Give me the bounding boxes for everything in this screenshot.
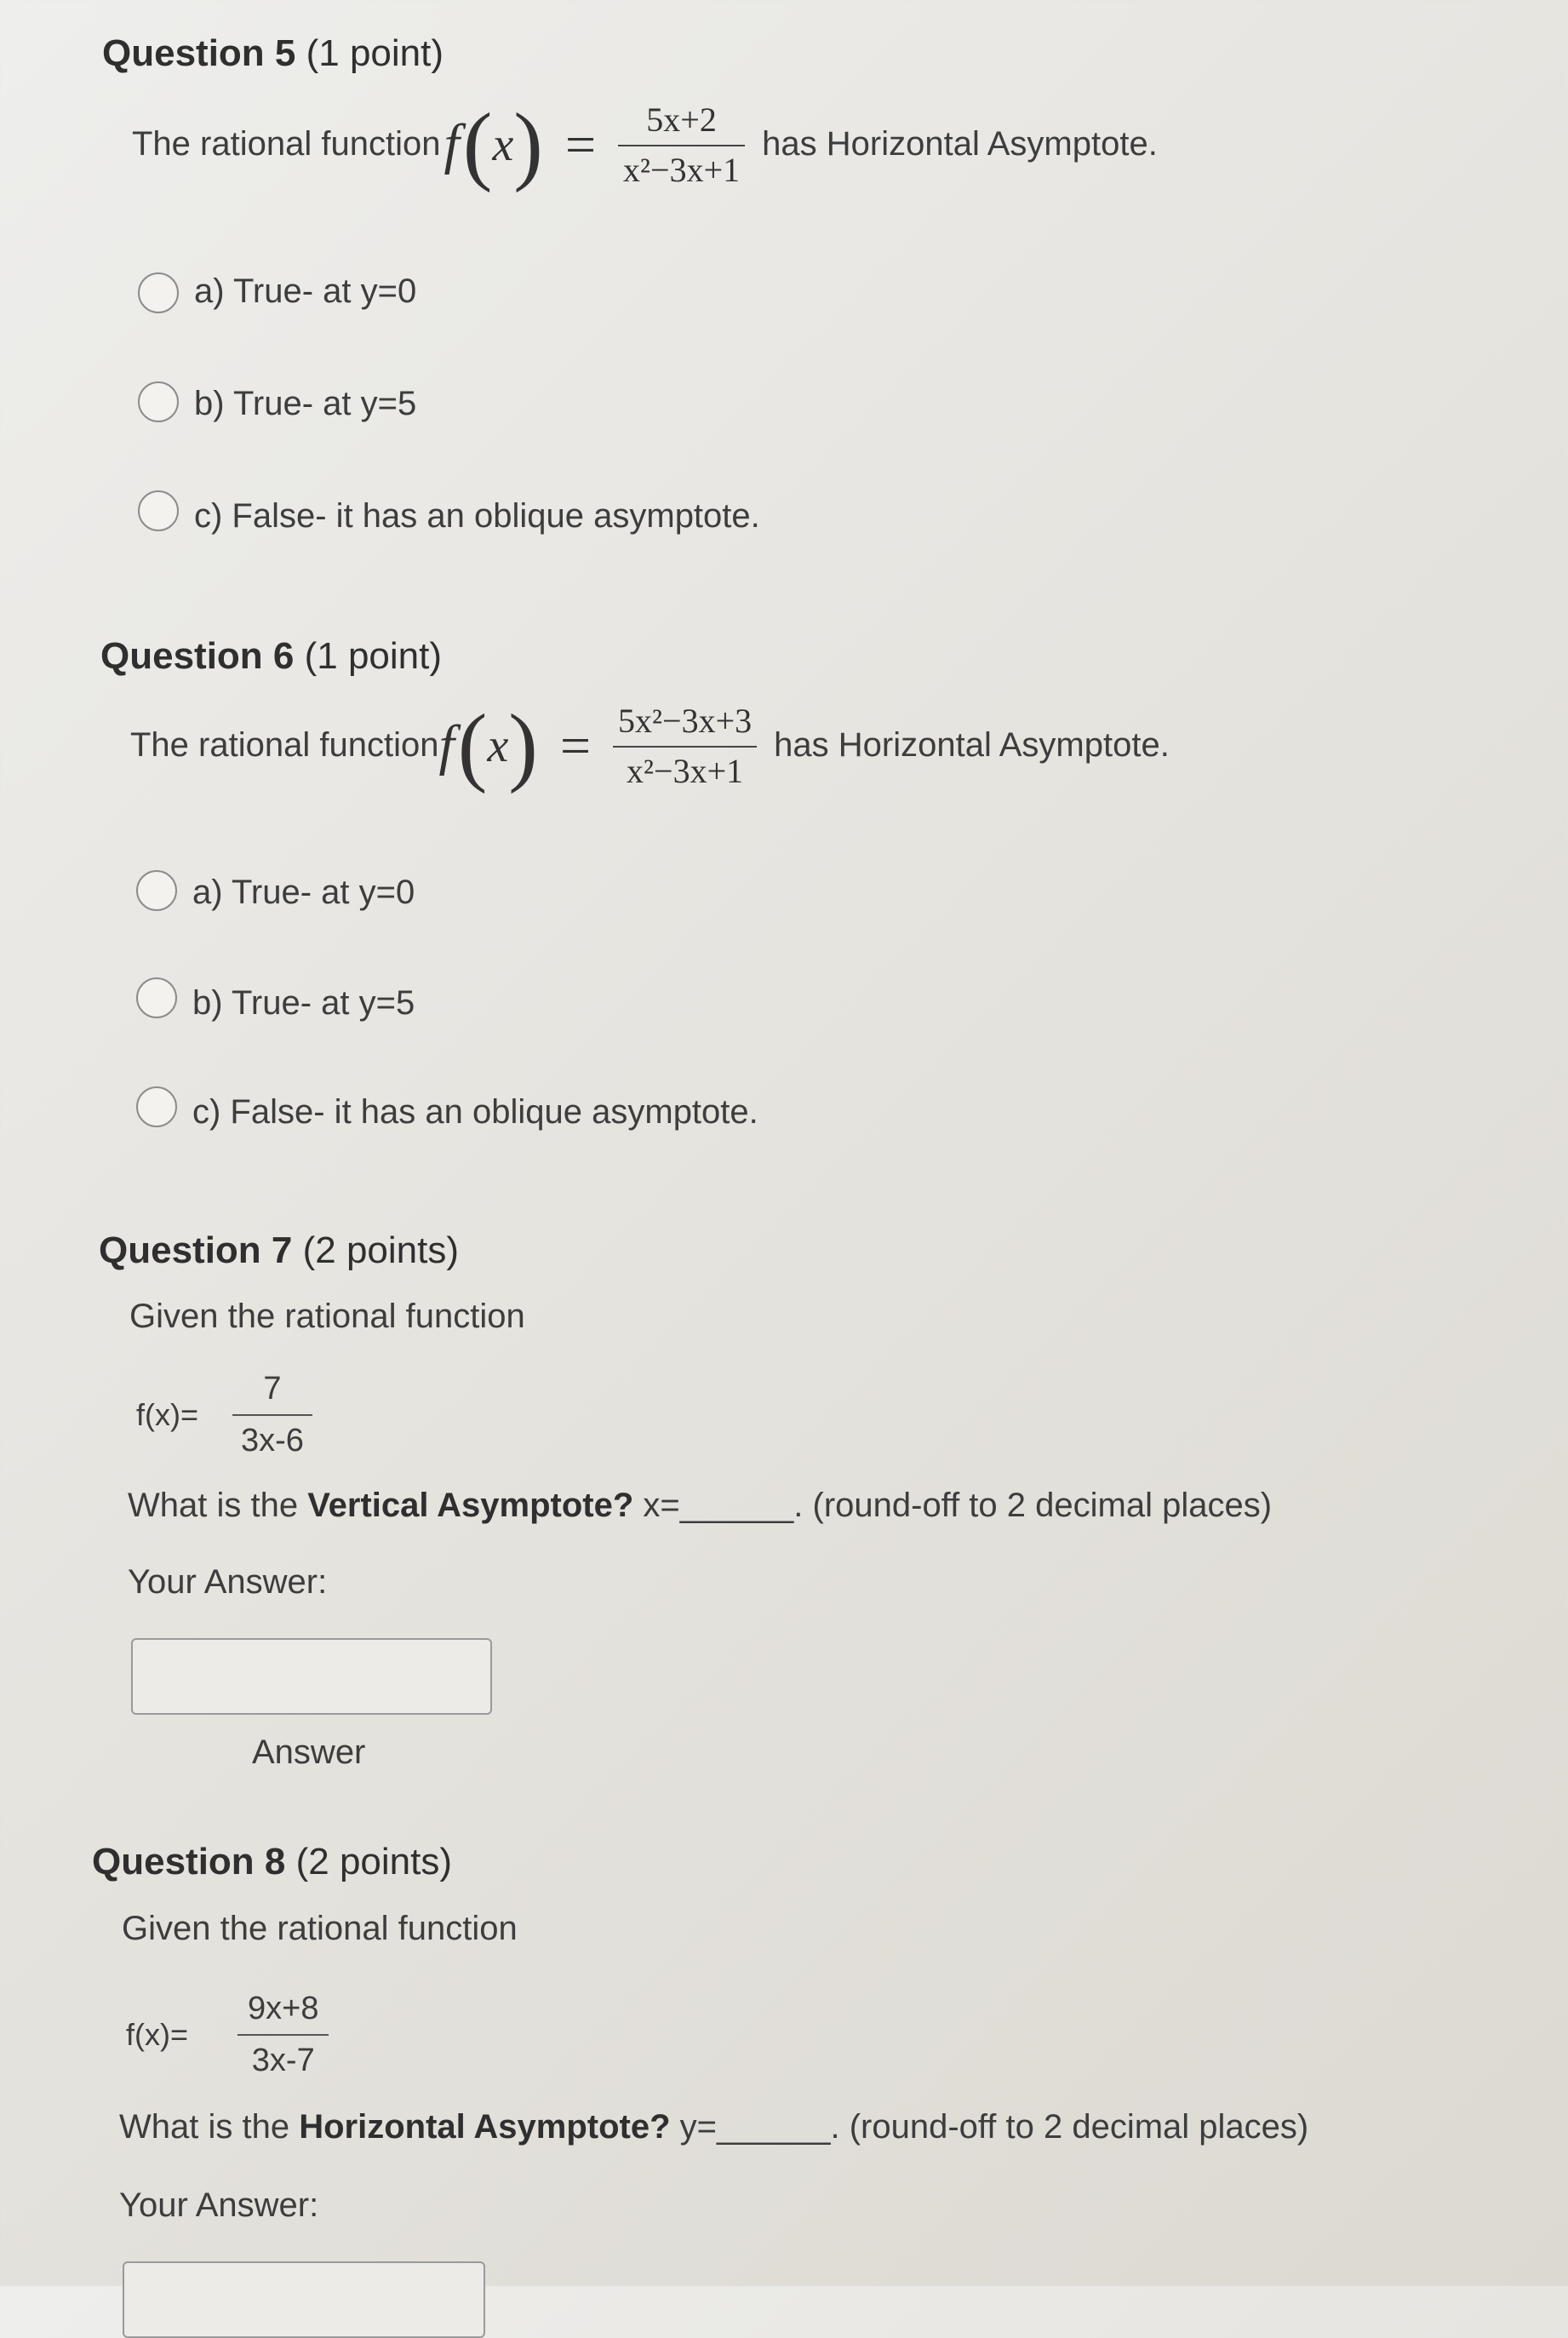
- question-5-equals: =: [564, 113, 597, 175]
- question-8-denominator: 3x-7: [251, 2043, 315, 2078]
- question-5-prompt: The rational function f ( x ) = $\frac{5x+2}{\text{x²−3x+1}}$ has Horizontal Asymptote.: [132, 95, 1158, 193]
- question-7-fraction: [232, 1371, 312, 1459]
- question-6-f: f: [438, 713, 455, 776]
- question-5-fraction: [618, 100, 745, 190]
- question-8-ask-bold: Horizontal Asymptote?: [299, 2108, 671, 2146]
- question-8-fx: f(x)=: [126, 2017, 189, 2052]
- question-7-denominator: 3x-6: [241, 1423, 304, 1458]
- question-5-suffix: has Horizontal Asymptote.: [762, 125, 1158, 163]
- question-5-points: (1 point): [306, 32, 444, 74]
- question-5-option-a-label[interactable]: a) True- at y=0: [194, 272, 417, 310]
- question-5-option-c-label[interactable]: c) False- it has an oblique asymptote.: [194, 497, 760, 535]
- question-8-points: (2 points): [295, 1841, 453, 1882]
- question-6-option-a-radio[interactable]: [136, 870, 177, 911]
- question-6-prompt: The rational function f ( x ) = $\frac{\text{5x²−3x+3}}{\text{x²−3x+1}}$ has Horizontal Asymptote.: [130, 696, 1170, 794]
- question-5-x: x: [492, 117, 514, 171]
- question-6-prefix: The rational function: [130, 726, 439, 764]
- question-6-x: x: [487, 719, 509, 772]
- question-8-number: Question 8: [92, 1841, 286, 1882]
- question-7-function: [136, 1371, 312, 1459]
- question-5-option-b-radio[interactable]: [138, 381, 179, 422]
- question-8-given: Given the rational function: [122, 1910, 518, 1947]
- question-8-function: [126, 1991, 329, 2079]
- question-5-option-a-radio[interactable]: [138, 272, 179, 313]
- question-7-blank: ______: [679, 1487, 794, 1524]
- question-7-ask-prefix: What is the: [128, 1487, 308, 1524]
- question-8-ask-var: y=: [670, 2108, 717, 2146]
- question-5-option-c-radio[interactable]: [138, 490, 179, 531]
- question-8-your-answer-label: Your Answer:: [119, 2186, 319, 2224]
- question-7-fx: f(x)=: [136, 1397, 199, 1432]
- question-5-number: Question 5: [102, 32, 296, 74]
- question-8-blank: ______: [717, 2108, 831, 2146]
- question-6-numerator: 5x²−3x+3: [618, 701, 753, 740]
- question-6-suffix: has Horizontal Asymptote.: [774, 726, 1170, 764]
- question-8-ask-suffix: . (round-off to 2 decimal places): [830, 2108, 1309, 2146]
- question-5-denominator: x²−3x+1: [623, 150, 741, 189]
- question-6-option-a-label[interactable]: a) True- at y=0: [192, 874, 415, 911]
- question-6-equals: =: [559, 714, 592, 776]
- question-5-option-b-label[interactable]: b) True- at y=5: [194, 385, 417, 422]
- question-7-ask: [128, 1487, 1272, 1525]
- question-7-your-answer-label: Your Answer:: [128, 1563, 328, 1601]
- question-6-points: (1 point): [304, 635, 443, 677]
- question-6-option-b-radio[interactable]: [136, 977, 177, 1018]
- question-7-given: Given the rational function: [129, 1298, 525, 1335]
- question-6-title: [100, 635, 442, 678]
- question-7-ask-var: x=: [633, 1487, 680, 1524]
- question-6-number: Question 6: [100, 635, 295, 677]
- question-5-prefix: The rational function: [132, 125, 441, 163]
- question-5-f: f: [444, 112, 460, 175]
- question-6-fraction: [613, 701, 757, 791]
- question-6-option-c-label[interactable]: c) False- it has an oblique asymptote.: [192, 1093, 758, 1131]
- question-8-answer-input[interactable]: [123, 2261, 485, 2338]
- question-5-numerator: 5x+2: [646, 100, 717, 139]
- question-6-option-b-label[interactable]: b) True- at y=5: [192, 984, 415, 1022]
- question-8-fraction: [237, 1991, 329, 2079]
- question-7-number: Question 7: [99, 1229, 293, 1271]
- question-6-denominator: x²−3x+1: [627, 751, 744, 790]
- question-5-title: [102, 32, 444, 75]
- question-7-ask-suffix: . (round-off to 2 decimal places): [793, 1487, 1273, 1524]
- question-7-numerator: 7: [263, 1371, 282, 1407]
- question-6-option-c-radio[interactable]: [136, 1086, 177, 1127]
- question-7-answer-caption: Answer: [252, 1733, 366, 1771]
- question-7-ask-bold: Vertical Asymptote?: [307, 1487, 634, 1524]
- question-8-title: [92, 1841, 452, 1883]
- question-8-ask: [119, 2108, 1308, 2146]
- question-7-title: [99, 1229, 459, 1272]
- question-8-ask-prefix: What is the: [119, 2108, 300, 2146]
- question-7-points: (2 points): [302, 1229, 460, 1271]
- question-8-numerator: 9x+8: [248, 1991, 319, 2026]
- question-7-answer-input[interactable]: [131, 1638, 492, 1715]
